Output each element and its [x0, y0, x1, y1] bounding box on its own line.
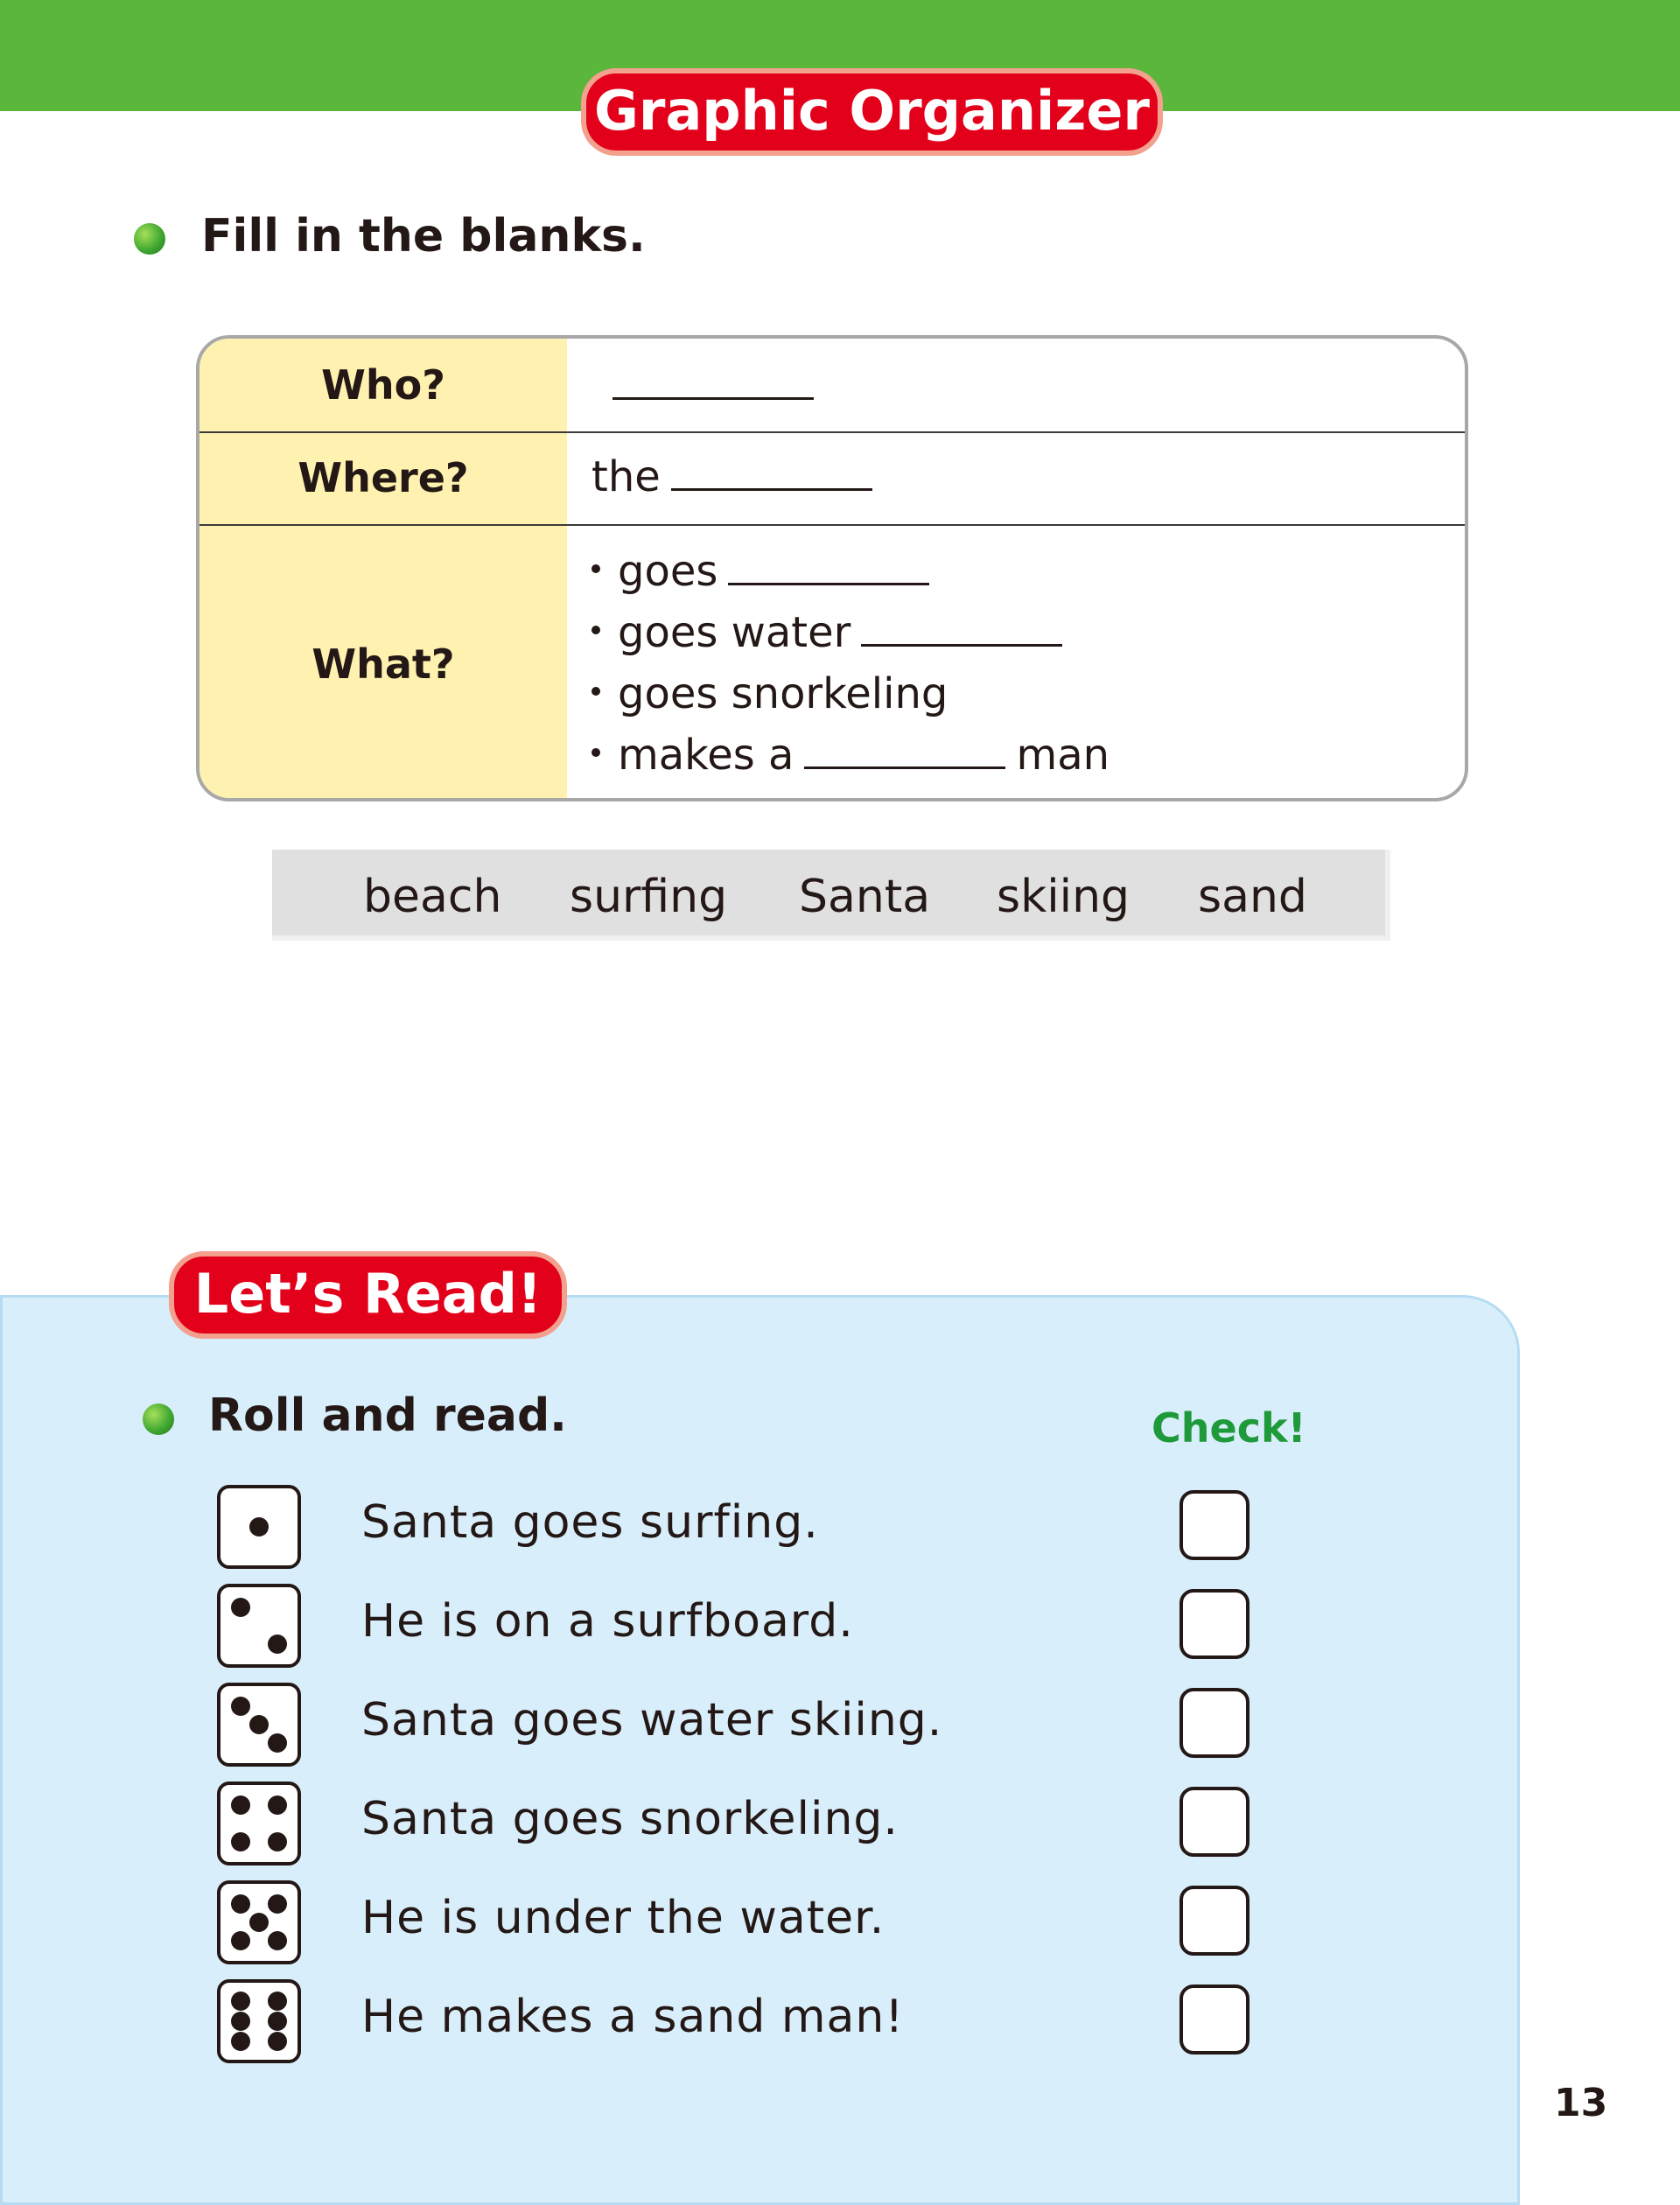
word-bank-item: Santa	[799, 871, 931, 923]
what-item	[592, 669, 948, 718]
sentence: He is under the water.	[361, 1892, 886, 1944]
check-box[interactable]	[1180, 1984, 1250, 2054]
what-label: What?	[312, 640, 455, 688]
sentence: He makes a sand man!	[361, 1991, 905, 2043]
what-blank[interactable]	[728, 548, 929, 585]
check-column-label: Check!	[1152, 1404, 1306, 1452]
where-label: Where?	[298, 454, 469, 501]
word-bank-item: skiing	[997, 871, 1130, 923]
word-bank-item: surfing	[570, 871, 728, 923]
die-one-icon	[217, 1485, 301, 1569]
page-number: 13	[1554, 2081, 1608, 2125]
sentence: Santa goes surfing.	[361, 1496, 819, 1549]
who-answer	[592, 361, 824, 410]
die-three-icon	[217, 1683, 301, 1767]
who-blank[interactable]	[612, 362, 814, 400]
fill-in-instruction: Fill in the blanks.	[201, 210, 646, 262]
what-item-text: makes a	[618, 731, 794, 780]
graphic-organizer-table	[196, 335, 1468, 802]
bullet-dot-icon	[592, 687, 600, 696]
what-item-text: goes snorkeling	[618, 669, 948, 718]
die-four-icon	[217, 1782, 301, 1866]
check-box[interactable]	[1180, 1787, 1250, 1857]
what-blank[interactable]	[804, 732, 1005, 769]
check-box[interactable]	[1180, 1886, 1250, 1956]
what-item-text: goes water	[618, 608, 851, 657]
what-item	[592, 547, 940, 596]
who-label: Who?	[321, 361, 445, 409]
bullet-dot-icon	[592, 564, 600, 573]
die-six-icon	[217, 1979, 301, 2063]
die-five-icon	[217, 1880, 301, 1964]
what-item-suffix: man	[1016, 731, 1110, 780]
roll-and-read-instruction: Roll and read.	[208, 1390, 567, 1442]
graphic-organizer-title: Graphic Organizer	[581, 68, 1163, 156]
where-answer	[592, 452, 883, 501]
what-item	[592, 608, 1073, 657]
bullet-dot-icon	[592, 626, 600, 634]
row-divider	[200, 524, 1465, 526]
word-bank	[272, 850, 1390, 941]
sentence: Santa goes snorkeling.	[361, 1793, 899, 1845]
what-item	[592, 731, 1110, 780]
lets-read-title: Let’s Read!	[169, 1251, 567, 1339]
bullet-dot-icon	[592, 748, 600, 757]
word-bank-item: sand	[1198, 871, 1307, 923]
check-box[interactable]	[1180, 1589, 1250, 1659]
check-box[interactable]	[1180, 1688, 1250, 1758]
what-item-text: goes	[618, 547, 718, 596]
bullet-icon	[143, 1404, 174, 1435]
die-two-icon	[217, 1584, 301, 1668]
bullet-icon	[134, 223, 165, 255]
where-prefix: the	[592, 452, 661, 501]
check-box[interactable]	[1180, 1490, 1250, 1560]
sentence: Santa goes water skiing.	[361, 1694, 943, 1746]
where-blank[interactable]	[671, 453, 872, 491]
sentence: He is on a surfboard.	[361, 1595, 854, 1648]
what-blank[interactable]	[861, 609, 1062, 647]
row-divider	[200, 431, 1465, 433]
word-bank-item: beach	[363, 871, 502, 923]
